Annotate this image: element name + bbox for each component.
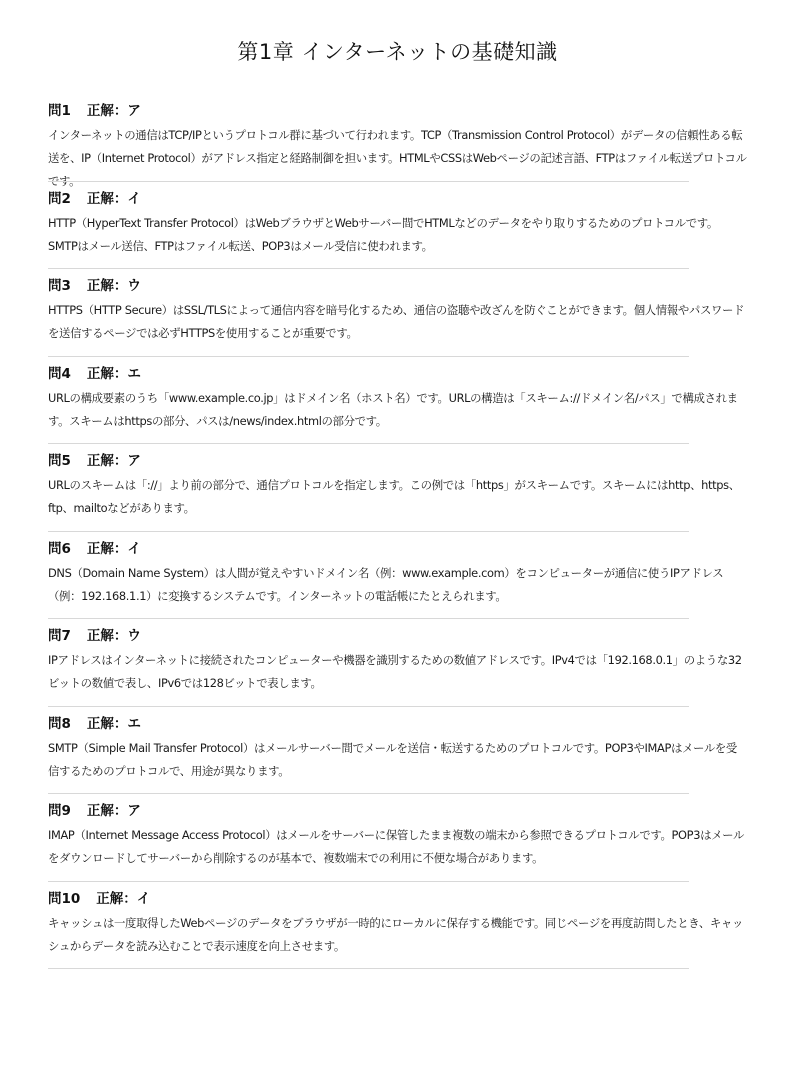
question-number: 問1 <box>48 103 71 119</box>
section-divider <box>48 531 689 532</box>
question-header <box>48 365 747 383</box>
answer-explanation: URLのスキームは「://」より前の部分で、通信プロトコルを指定します。この例では「https」がスキームです。スキームにはhttp、https、ftp、mailtoなどがあります。 <box>48 478 740 515</box>
question-list <box>48 94 747 969</box>
question-header <box>48 802 747 820</box>
question-header <box>48 277 747 295</box>
question-item-8 <box>48 707 747 794</box>
question-number: 問9 <box>48 803 71 819</box>
correct-answer: 正解：イ <box>86 190 141 207</box>
question-header <box>48 540 747 558</box>
question-item-1 <box>48 94 747 188</box>
section-divider <box>48 968 689 969</box>
page-title: 第1章 インターネットの基礎知識 <box>237 40 558 64</box>
section-divider <box>48 181 689 182</box>
question-header <box>48 190 747 208</box>
answer-explanation: URLの構成要素のうち「www.example.co.jp」はドメイン名（ホスト名）です。URLの構造は「スキーム://ドメイン名/パス」で構成されます。スキームはhttpsの部分、パスは/news/index.htmlの部分です。 <box>48 390 738 428</box>
answer-explanation: HTTP（HyperText Transfer Protocol）はWebブラウザとWebサーバー間でHTMLなどのデータをやり取りするためのプロトコルです。SMTPはメール送信、FTPはファイル転送、POP3はメール受信に使われます。 <box>48 215 718 253</box>
answer-explanation: インターネットの通信はTCP/IPというプロトコル群に基づいて行われます。TCP（Transmission Control Protocol）がデータの信頼性ある転送を、IP（Internet Protocol）がアドレス指定と経路制御を担います。HTMLやCSSはWebページの記述言語、FTPはファイル転送プロトコルです。 <box>48 128 747 188</box>
question-number: 問4 <box>48 365 71 382</box>
question-item-9 <box>48 794 747 881</box>
question-item-4 <box>48 357 747 444</box>
correct-answer: 正解：イ <box>86 540 141 557</box>
question-number: 問8 <box>48 715 71 732</box>
answer-explanation: IPアドレスはインターネットに接続されたコンピューターや機器を識別するための数値アドレスです。IPv4では「192.168.0.1」のような32ビットの数値で表し、IPv6では128ビットで表します。 <box>48 653 742 690</box>
correct-answer: 正解：エ <box>86 715 141 732</box>
answer-explanation: HTTPS（HTTP Secure）はSSL/TLSによって通信内容を暗号化するため、通信の盗聴や改ざんを防ぐことができます。個人情報やパスワードを送信するページでは必ずHTTPSを使用することが重要です。 <box>48 303 745 340</box>
question-header <box>48 452 747 470</box>
correct-answer: 正解：ア <box>86 803 141 819</box>
answer-explanation: IMAP（Internet Message Access Protocol）はメールをサーバーに保管したまま複数の端末から参照できるプロトコルです。POP3はメールをダウンロードしてサーバーから削除するのが基本で、複数端末での利用に不便な場合があります。 <box>48 828 745 865</box>
question-number: 問7 <box>48 628 71 644</box>
question-item-3 <box>48 269 747 356</box>
question-item-6 <box>48 532 747 619</box>
correct-answer: 正解：ア <box>86 103 141 119</box>
correct-answer: 正解：ウ <box>86 628 141 644</box>
correct-answer: 正解：ア <box>86 453 141 469</box>
section-divider <box>48 356 689 357</box>
question-item-10 <box>48 882 747 969</box>
section-divider <box>48 793 689 794</box>
question-item-7 <box>48 619 747 706</box>
question-number: 問3 <box>48 278 71 294</box>
section-divider <box>48 268 689 269</box>
question-item-5 <box>48 444 747 531</box>
question-number: 問5 <box>48 453 71 469</box>
question-number: 問2 <box>48 190 71 207</box>
question-number: 問6 <box>48 540 71 557</box>
section-divider <box>48 618 689 619</box>
answer-explanation: DNS（Domain Name System）は人間が覚えやすいドメイン名（例：www.example.com）をコンピューターが通信に使うIPアドレス（例：192.168.1.1）に変換するシステムです。インターネットの電話帳にたとえられます。 <box>48 565 724 603</box>
correct-answer: 正解：イ <box>96 890 151 907</box>
section-divider <box>48 706 689 707</box>
correct-answer: 正解：エ <box>86 365 141 382</box>
section-divider <box>48 443 689 444</box>
answer-explanation: キャッシュは一度取得したWebページのデータをブラウザが一時的にローカルに保存する機能です。同じページを再度訪問したとき、キャッシュからデータを読み込むことで表示速度を向上させます。 <box>48 915 743 953</box>
question-number: 問10 <box>48 890 81 907</box>
section-divider <box>48 881 689 882</box>
question-item-2 <box>48 182 747 269</box>
question-header <box>48 627 747 645</box>
question-header <box>48 102 747 120</box>
correct-answer: 正解：ウ <box>86 278 141 294</box>
answer-explanation: SMTP（Simple Mail Transfer Protocol）はメールサーバー間でメールを送信・転送するためのプロトコルです。POP3やIMAPはメールを受信するためのプロトコルで、用途が異なります。 <box>48 740 737 778</box>
question-header <box>48 890 747 908</box>
question-header <box>48 715 747 733</box>
